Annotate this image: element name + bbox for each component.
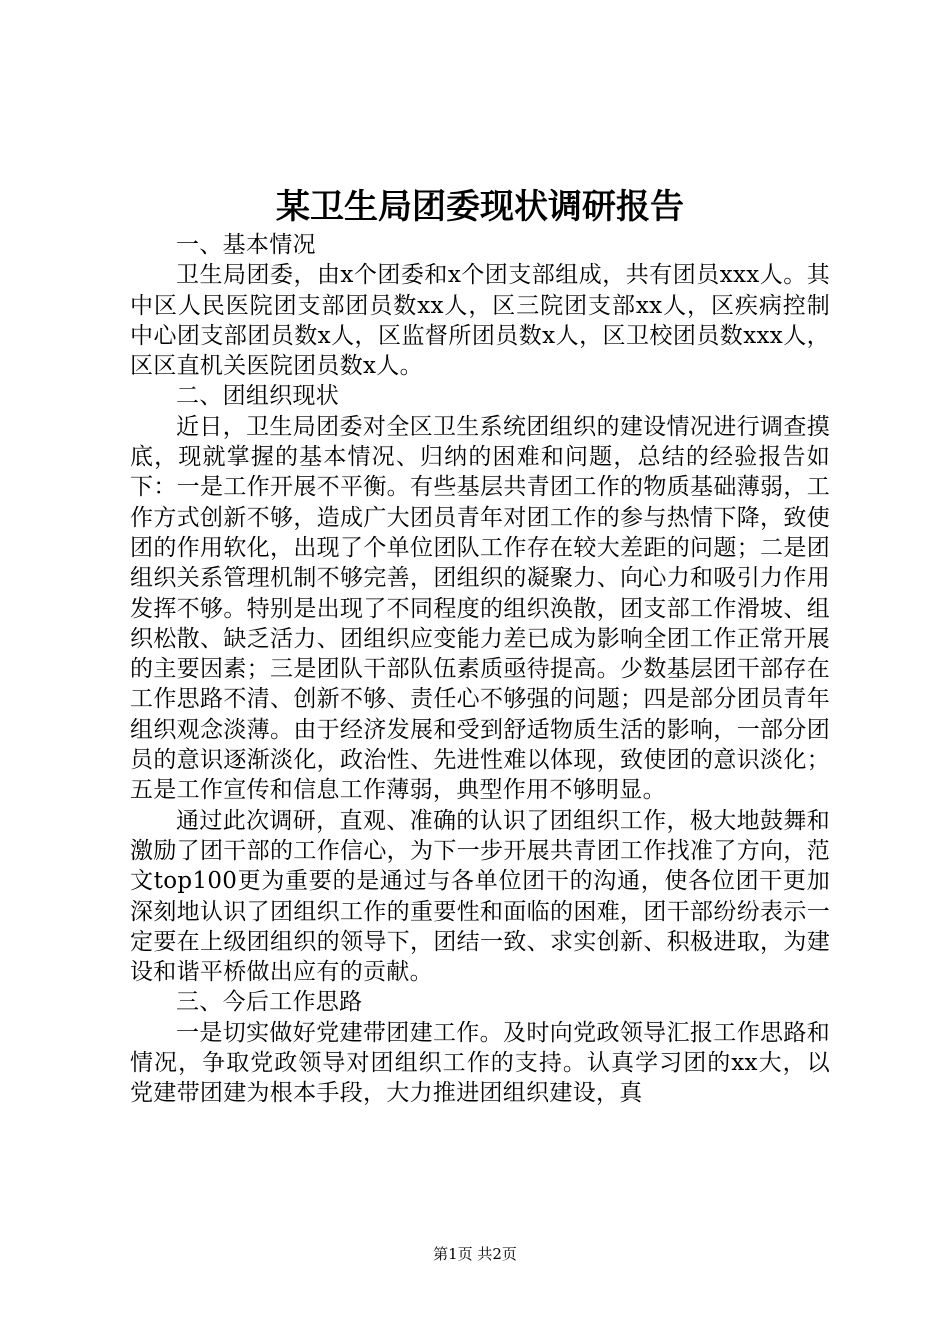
section-heading: 一、基本情况 — [176, 232, 316, 258]
section-basic-situation — [130, 230, 830, 381]
document-title: 某卫生局团委现状调研报告 — [276, 187, 684, 227]
document-body — [130, 230, 830, 1109]
section-heading: 三、今后工作思路 — [176, 989, 363, 1016]
section-heading: 二、团组织现状 — [176, 383, 340, 410]
page-footer: 第1页 共2页 — [433, 1245, 517, 1263]
section-future-work — [130, 987, 830, 1108]
paragraph: 通过此次调研，直观、准确的认识了团组织工作，极大地鼓舞和激励了团干部的工作信心，为下一步开展共青团工作找准了方向，范文top100更为重要的是通过与各单位团干的沟通，使各位团干更加深刻地认识了团组织工作的重要性和面临的困难，团干部纷纷表示一定要在上级团组织的领导下，团结一致、求实创新、积极进取，为建设和谐平桥做出应有的贡献。 — [130, 807, 830, 986]
section-current-status — [130, 381, 830, 987]
paragraph: 卫生局团委，由x个团委和x个团支部组成，共有团员xxx人。其中区人民医院团支部团员数xx人，区三院团支部xx人，区疾病控制中心团支部团员数x人，区监督所团员数x人，区卫校团员数xxx人，区区直机关医院团员数x人。 — [130, 262, 830, 380]
paragraph: 近日，卫生局团委对全区卫生系统团组织的建设情况进行调查摸底，现就掌握的基本情况、归纳的困难和问题，总结的经验报告如下：一是工作开展不平衡。有些基层共青团工作的物质基础薄弱，工作方式创新不够，造成广大团员青年对团工作的参与热情下降，致使团的作用软化，出现了个单位团队工作存在较大差距的问题；二是团组织关系管理机制不够完善，团组织的凝聚力、向心力和吸引力作用发挥不够。特别是出现了不同程度的组织涣散，团支部工作滑坡、组织松散、缺乏活力、团组织应变能力差已成为影响全团工作正常开展的主要因素；三是团队干部队伍素质亟待提高。少数基层团干部存在工作思路不清、创新不够、责任心不够强的问题；四是部分团员青年组织观念淡薄。由于经济发展和受到舒适物质生活的影响，一部分团员的意识逐渐淡化，政治性、先进性难以体现，致使团的意识淡化；五是工作宣传和信息工作薄弱，典型作用不够明显。 — [130, 413, 830, 804]
document-page — [130, 184, 830, 1109]
paragraph: 一是切实做好党建带团建工作。及时向党政领导汇报工作思路和情况，争取党政领导对团组织工作的支持。认真学习团的xx大，以党建带团建为根本手段，大力推进团组织建设，真 — [130, 1019, 830, 1107]
